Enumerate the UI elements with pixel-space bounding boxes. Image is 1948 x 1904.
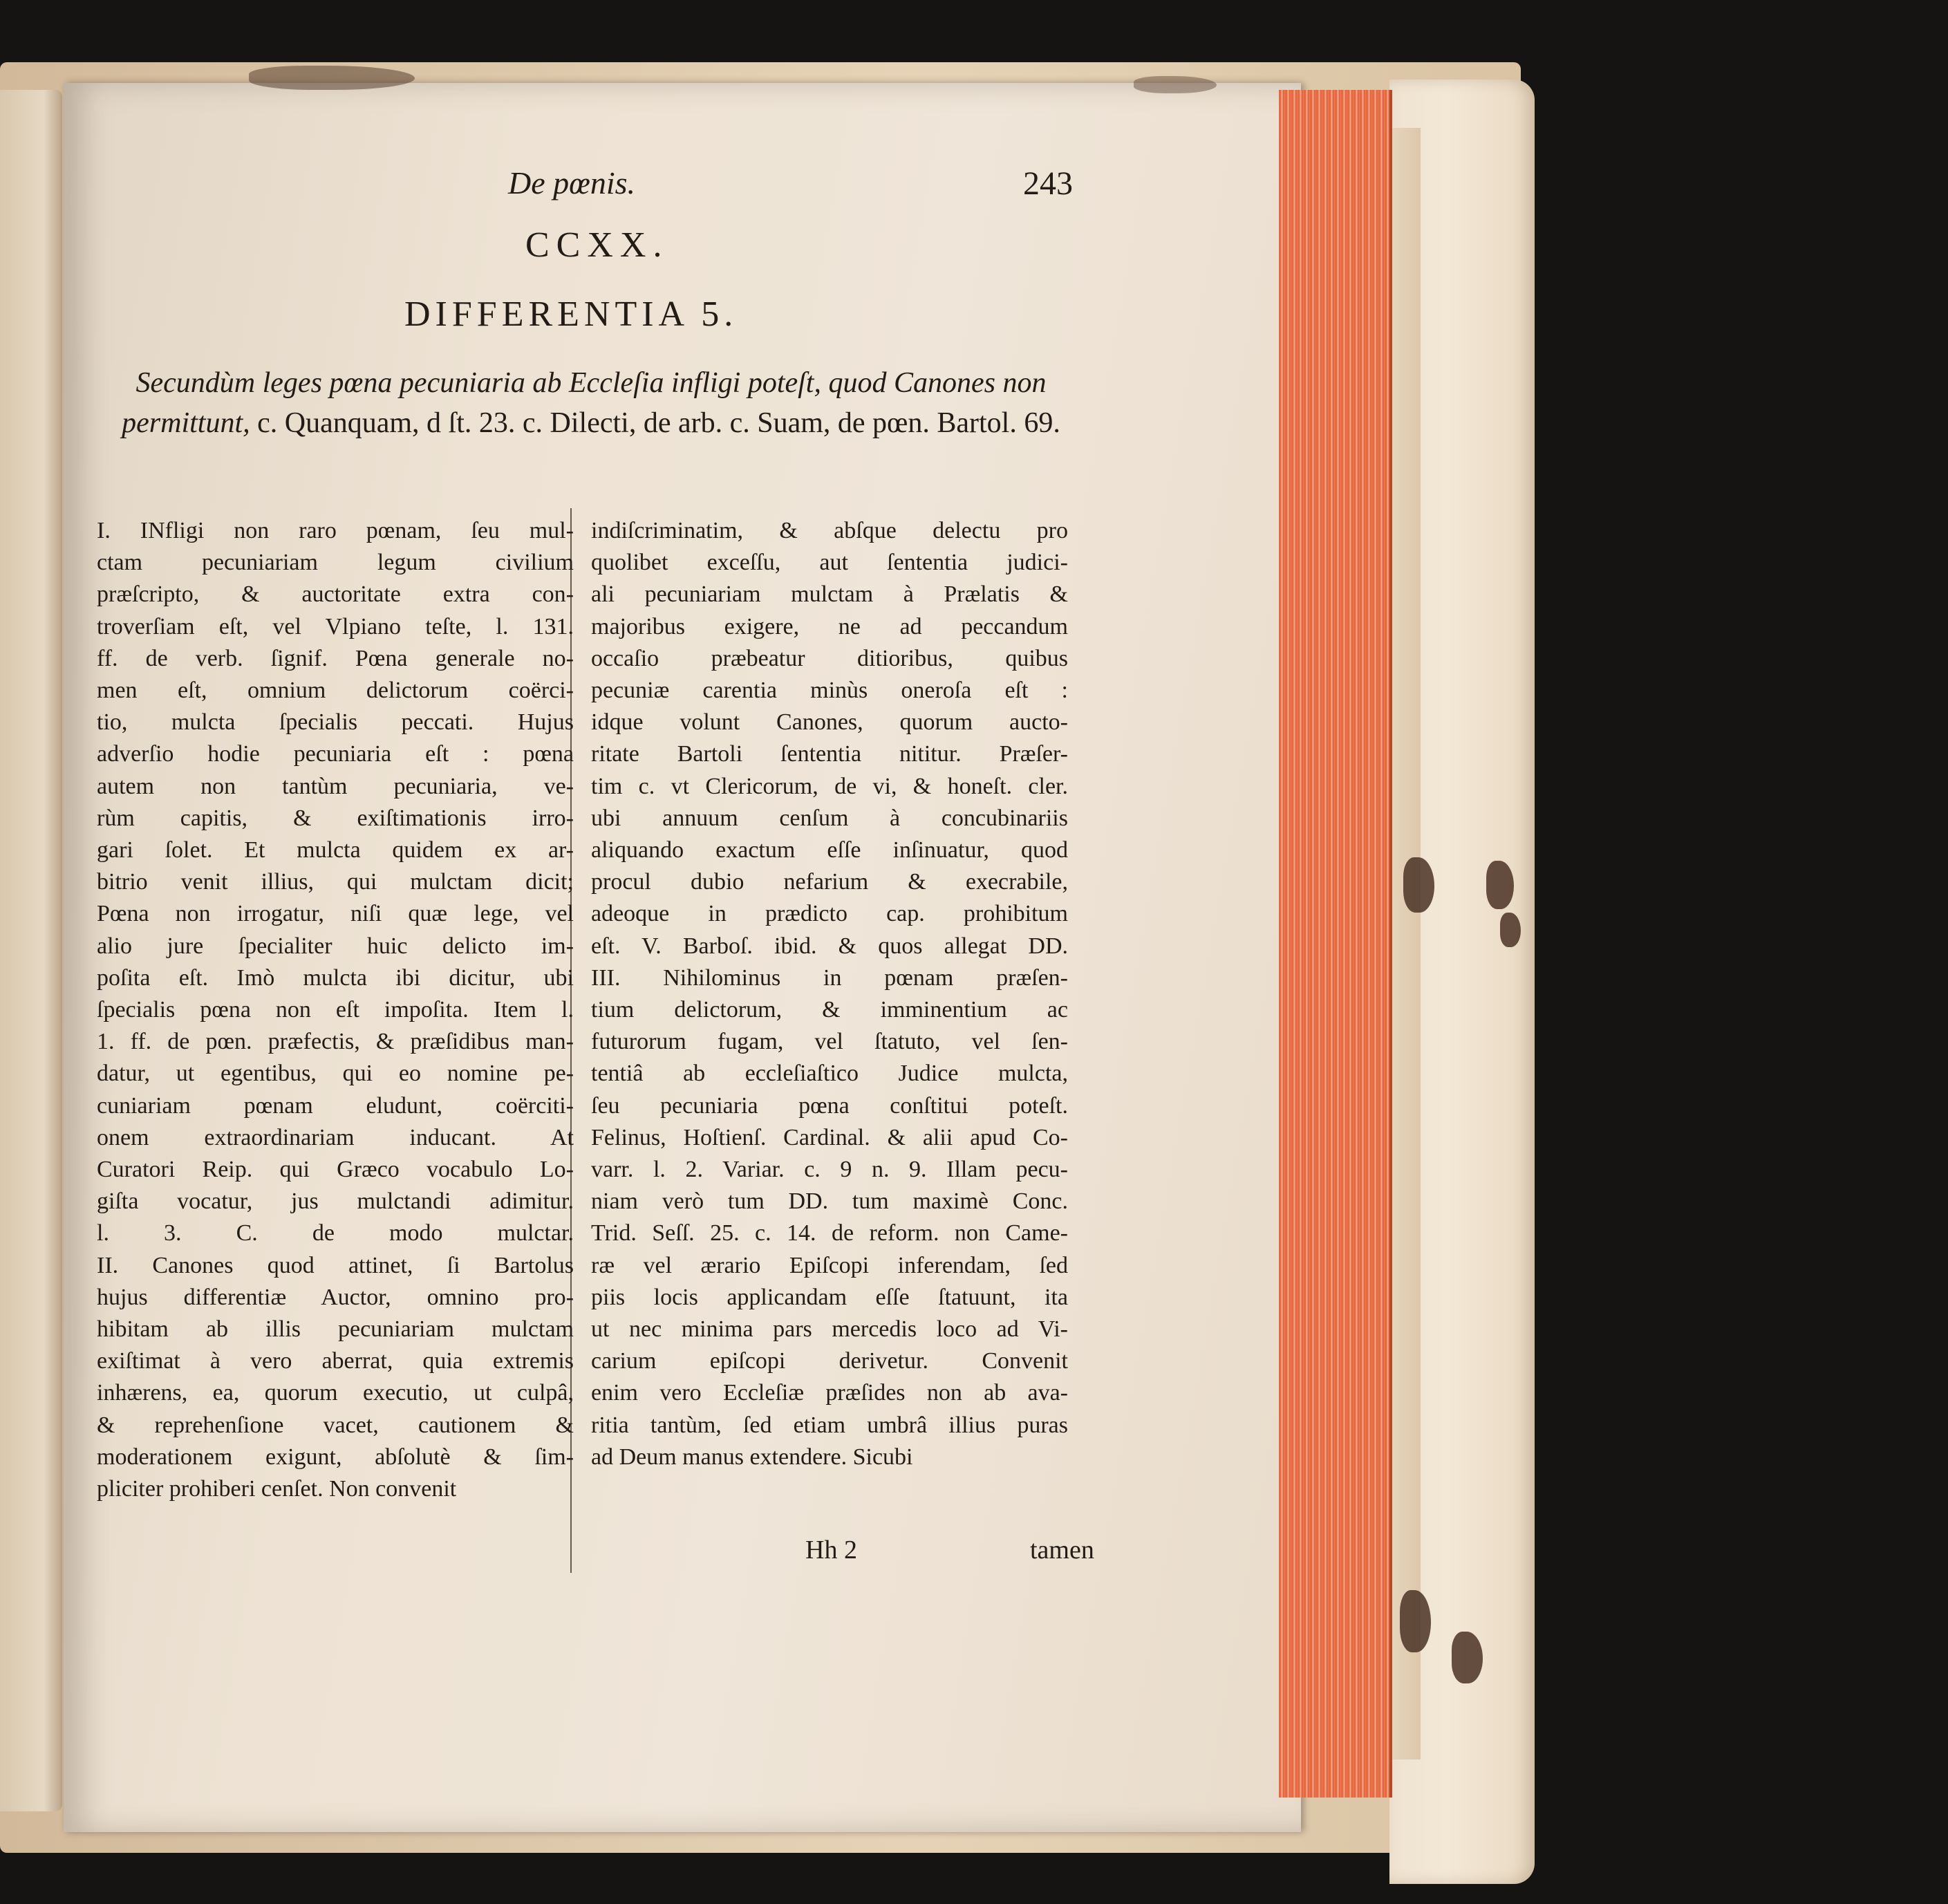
text-line: hujus differentiæ Auctor, omnino pro-: [97, 1284, 574, 1310]
text-line: alio jure ſpecialiter huic delicto im-: [97, 933, 574, 959]
text-line: futurorum fugam, vel ſtatuto, vel ſen-: [591, 1029, 1068, 1055]
text-line: indiſcriminatim, & abſque delectu pro: [591, 518, 1068, 543]
text-line: autem non tantùm pecuniaria, ve-: [97, 773, 574, 799]
text-line: præſcripto, & auctoritate extra con-: [97, 581, 574, 608]
text-line: bitrio venit illius, qui mulctam dicit;: [97, 869, 574, 895]
text-line: gari ſolet. Et mulcta quidem ex ar-: [97, 837, 574, 864]
text-line: giſta vocatur, jus mulctandi adimitur.: [97, 1188, 574, 1215]
chapter-summary: [93, 363, 1089, 443]
ink-stain: [249, 66, 415, 90]
text-line: enim vero Eccleſiæ præſides non ab ava-: [591, 1380, 1068, 1406]
text-line: quolibet exceſſu, aut ſententia judici-: [591, 550, 1068, 576]
summary-italic: Secundùm leges pœna pecuniaria ab Eccleſia infligi poteſt, quod Canones non permittunt,: [122, 367, 1047, 439]
text-line: inhærens, ea, quorum executio, ut culpâ,: [97, 1380, 574, 1406]
text-line: ctam pecuniariam legum civilium: [97, 550, 574, 576]
differentia-heading: DIFFERENTIA 5.: [404, 295, 738, 334]
right-column: [591, 515, 1068, 1473]
text-line: ad Deum manus extendere. Sicubi: [591, 1444, 913, 1470]
ink-stain: [1486, 861, 1514, 909]
text-line: adeoque in prædicto cap. prohibitum: [591, 901, 1068, 927]
text-line: ſeu pecuniaria pœna conſtitui poteſt.: [591, 1092, 1068, 1119]
text-line: rùm capitis, & exiſtimationis irro-: [97, 805, 574, 831]
text-line: ut nec minima pars mercedis loco ad Vi-: [591, 1316, 1068, 1343]
ink-stain: [1403, 857, 1434, 913]
text-line: procul dubio nefarium & execrabile,: [591, 869, 1068, 895]
text-line: & reprehenſione vacet, cautionem &: [97, 1412, 574, 1438]
ink-stain: [1400, 1590, 1431, 1652]
text-line: poſita eſt. Imò mulcta ibi dicitur, ubi: [97, 964, 574, 991]
page-number: 243: [1023, 165, 1073, 202]
text-line: ritia tantùm, ſed etiam umbrâ illius puras: [591, 1412, 1068, 1438]
text-line: occaſio præbeatur ditioribus, quibus: [591, 645, 1068, 671]
ink-stain: [1134, 76, 1217, 93]
text-line: I. INfligi non raro pœnam, ſeu mul-: [97, 518, 574, 543]
text-line: onem extraordinariam inducant. At: [97, 1124, 574, 1150]
text-line: ſpecialis pœna non eſt impoſita. Item l.: [97, 997, 574, 1023]
text-line: majoribus exigere, ne ad peccandum: [591, 613, 1068, 640]
text-line: II. Canones quod attinet, ſi Bartolus: [97, 1252, 574, 1278]
text-line: aliquando exactum eſſe inſinuatur, quod: [591, 837, 1068, 864]
text-line: cuniariam pœnam eludunt, coërciti-: [97, 1092, 574, 1119]
text-line: adverſio hodie pecuniaria eſt : pœna: [97, 741, 574, 767]
text-line: 1. ff. de pœn. præfectis, & præſidibus man-: [97, 1029, 574, 1055]
text-line: ræ vel ærario Epiſcopi inferendam, ſed: [591, 1252, 1068, 1278]
running-head: De pœnis.: [508, 165, 635, 200]
text-line: niam verò tum DD. tum maximè Conc.: [591, 1188, 1068, 1215]
text-line: moderationem exigunt, abſolutè & ſim-: [97, 1444, 574, 1470]
text-line: carium epiſcopi derivetur. Convenit: [591, 1348, 1068, 1374]
catchword: tamen: [1030, 1536, 1094, 1565]
text-line: Pœna non irrogatur, niſi quæ lege, vel: [97, 901, 574, 927]
text-line: Curatori Reip. qui Græco vocabulo Lo-: [97, 1157, 574, 1183]
text-line: eſt. V. Barboſ. ibid. & quos allegat DD.: [591, 933, 1068, 959]
text-line: III. Nihilominus in pœnam præſen-: [591, 964, 1068, 991]
ink-stain: [1452, 1632, 1483, 1683]
text-line: exiſtimat à vero aberrat, quia extremis: [97, 1348, 574, 1374]
text-line: ff. de verb. ſignif. Pœna generale no-: [97, 645, 574, 671]
text-line: tim c. vt Clericorum, de vi, & honeſt. cler.: [591, 773, 1068, 799]
text-line: l. 3. C. de modo mulctar.: [97, 1220, 574, 1247]
text-line: men eſt, omnium delictorum coërci-: [97, 678, 574, 704]
left-column: [97, 515, 574, 1505]
text-line: ritate Bartoli ſententia nititur. Præſer-: [591, 741, 1068, 767]
ink-stain: [1500, 913, 1521, 947]
text-line: pecuniæ carentia minùs oneroſa eſt :: [591, 678, 1068, 704]
red-page-edges: [1279, 90, 1392, 1798]
text-line: tium delictorum, & imminentium ac: [591, 997, 1068, 1023]
signature-mark: Hh 2: [805, 1536, 857, 1565]
text-line: Felinus, Hoſtienſ. Cardinal. & alii apud Co-: [591, 1124, 1068, 1150]
text-line: idque volunt Canones, quorum aucto-: [591, 709, 1068, 736]
text-line: pliciter prohiberi cenſet. Non convenit: [97, 1476, 457, 1502]
left-page-edge: [0, 90, 62, 1811]
text-line: varr. l. 2. Variar. c. 9 n. 9. Illam pecu-: [591, 1157, 1068, 1183]
text-line: ali pecuniariam mulctam à Prælatis &: [591, 581, 1068, 608]
text-line: piis locis applicandam eſſe ſtatuunt, ita: [591, 1284, 1068, 1310]
chapter-number: CCXX.: [525, 225, 669, 265]
text-line: hibitam ab illis pecuniariam mulctam: [97, 1316, 574, 1343]
text-line: Trid. Seſſ. 25. c. 14. de reform. non Came-: [591, 1220, 1068, 1247]
text-line: tio, mulcta ſpecialis peccati. Hujus: [97, 709, 574, 736]
text-line: troverſiam eſt, vel Vlpiano teſte, l. 131.: [97, 613, 574, 640]
text-line: ubi annuum cenſum à concubinariis: [591, 805, 1068, 831]
summary-roman: c. Quanquam, d ſt. 23. c. Dilecti, de arb. c. Suam, de pœn. Bartol. 69.: [257, 407, 1060, 439]
text-line: datur, ut egentibus, qui eo nomine pe-: [97, 1061, 574, 1087]
text-line: tentiâ ab eccleſiaſtico Judice mulcta,: [591, 1061, 1068, 1087]
